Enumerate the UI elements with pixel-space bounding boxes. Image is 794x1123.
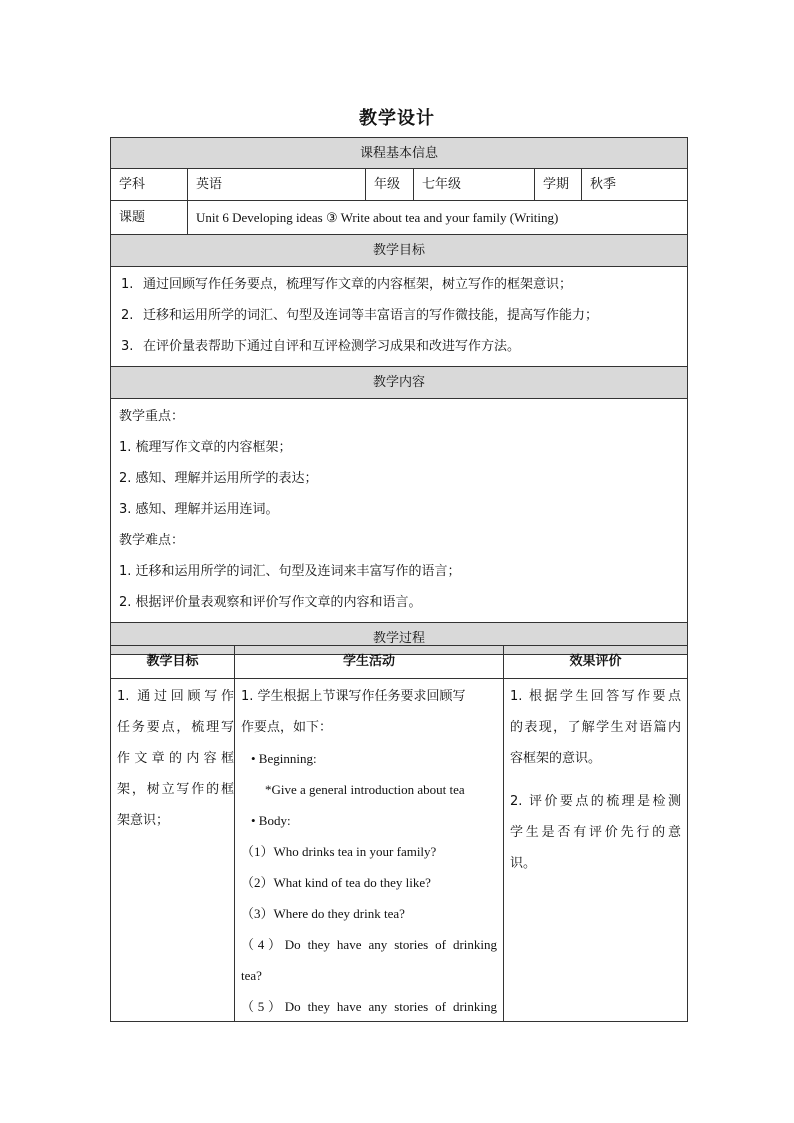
topic-row — [110, 201, 688, 235]
evaluation-line: 1. 根据学生回答写作要点 — [510, 689, 681, 704]
key-point-item: 1. 梳理写作文章的内容框架； — [119, 440, 292, 455]
goal-line: 任务要点，梳理写 — [117, 720, 234, 735]
process-table — [110, 645, 688, 1022]
activity-line: tea? — [241, 968, 262, 983]
goal-line: 架意识； — [117, 813, 170, 828]
goal-line: 1. 通过回顾写作 — [117, 689, 234, 704]
subject-value: 英语 — [188, 169, 366, 200]
objectives-header: 教学目标 — [110, 235, 688, 267]
key-points-label: 教学重点： — [119, 409, 185, 424]
evaluation-line: 2. 评价要点的梳理是检测 — [510, 794, 681, 809]
subject-label: 学科 — [111, 169, 188, 200]
activity-line: *Give a general introduction about tea — [265, 782, 465, 797]
evaluation-line: 学生是否有评价先行的意 — [510, 825, 681, 840]
goal-column — [111, 646, 235, 1021]
evaluation-column-header: 效果评价 — [504, 646, 687, 679]
objective-item: 1. 通过回顾写作任务要点，梳理写作文章的内容框架，树立写作的框架意识； — [121, 277, 573, 292]
difficult-point-item: 2. 根据评价量表观察和评价写作文章的内容和语言。 — [119, 595, 422, 610]
goal-column-header: 教学目标 — [111, 646, 234, 679]
evaluation-line: 识。 — [510, 856, 537, 871]
evaluation-line: 的表现，了解学生对语篇内 — [510, 720, 681, 735]
topic-value: Unit 6 Developing ideas ③ Write about tea and your family (Writing) — [196, 210, 559, 225]
grade-label: 年级 — [366, 169, 414, 200]
page-title: 教学设计 — [359, 108, 435, 129]
objective-item: 3. 在评价量表帮助下通过自评和互评检测学习成果和改进写作方法。 — [121, 339, 521, 354]
activity-line: • Beginning: — [251, 751, 317, 766]
basic-info-row — [110, 169, 688, 201]
objective-item: 2. 迁移和运用所学的词汇、句型及连词等丰富语言的写作微技能，提高写作能力； — [121, 308, 599, 323]
activity-line: 1. 学生根据上节课写作任务要求回顾写 — [241, 689, 466, 704]
objectives-list — [110, 267, 688, 367]
process-header: 教学过程 — [110, 623, 688, 655]
evaluation-column — [504, 646, 687, 1021]
activity-line: • Body: — [251, 813, 291, 828]
activity-line: （2）What kind of tea do they like? — [241, 875, 431, 890]
goal-line: 作文章的内容框 — [117, 751, 234, 766]
grade-value: 七年级 — [414, 169, 535, 200]
activity-column — [235, 646, 504, 1021]
difficult-points-label: 教学难点： — [119, 533, 185, 548]
content-body — [110, 399, 688, 623]
activity-column-header: 学生活动 — [235, 646, 503, 679]
goal-line: 架，树立写作的框 — [117, 782, 234, 797]
key-point-item: 3. 感知、理解并运用连词。 — [119, 502, 279, 517]
evaluation-line: 容框架的意识。 — [510, 751, 602, 766]
basic-info-header: 课程基本信息 — [110, 137, 688, 169]
activity-line: （4）Do they have any stories of drinking — [241, 937, 497, 952]
key-point-item: 2. 感知、理解并运用所学的表达； — [119, 471, 318, 486]
lesson-plan-table — [110, 137, 688, 655]
term-label: 学期 — [535, 169, 582, 200]
activity-line: （1）Who drinks tea in your family? — [241, 844, 437, 859]
topic-label: 课题 — [111, 201, 188, 234]
difficult-point-item: 1. 迁移和运用所学的词汇、句型及连词来丰富写作的语言； — [119, 564, 461, 579]
activity-line: 作要点，如下： — [241, 720, 333, 735]
term-value: 秋季 — [590, 177, 617, 192]
activity-line: （3）Where do they drink tea? — [241, 906, 405, 921]
content-header: 教学内容 — [110, 367, 688, 399]
activity-line: （5）Do they have any stories of drinking — [241, 999, 497, 1014]
